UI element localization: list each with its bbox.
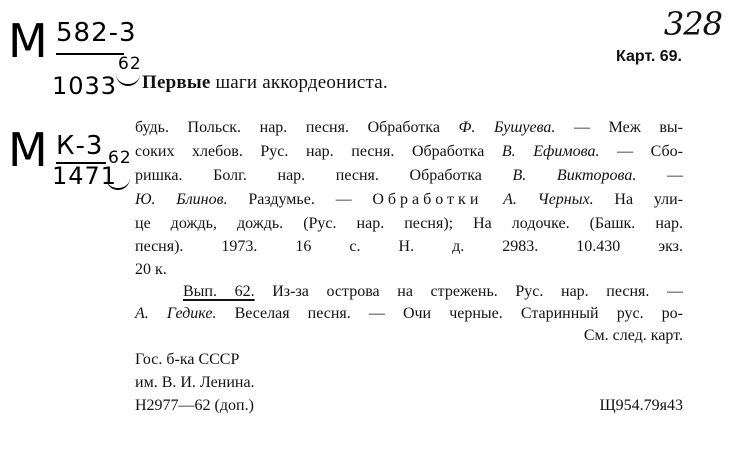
body-text: Раздумье. —	[227, 191, 373, 208]
issue-text: Из-за острова на стрежень. Рус. нар. песня. —	[254, 283, 684, 300]
issue-text: Веселая песня. — Очи черные. Старинный рус. ро-	[216, 305, 684, 322]
card-code: Н2977—62 (доп.)	[135, 397, 254, 414]
issue-line-2	[135, 304, 683, 324]
shelf-superscript-1: 62	[118, 54, 142, 74]
issue-label: Вып. 62.	[183, 283, 255, 300]
body-line-2	[135, 142, 683, 162]
card-label: Карт. 69.	[616, 48, 682, 65]
body-line-7: 20 к.	[135, 261, 167, 278]
body-text: соких хлебов. Рус. нар. песня. Обработка	[135, 143, 502, 160]
shelf-letter-1: М	[8, 14, 49, 68]
body-text: —	[636, 167, 684, 184]
shelf-superscript-2: 62	[108, 148, 132, 168]
shelf-underline-1	[56, 53, 124, 55]
card-title	[142, 72, 388, 94]
classification-code: Щ954.79я43	[599, 397, 683, 414]
issue-italic: А. Гедике.	[135, 305, 217, 322]
shelf-letter-2: М	[8, 123, 49, 177]
shelf-number-top-1: 582-3	[56, 18, 137, 48]
body-italic: А. Черных.	[482, 191, 594, 208]
body-line-3	[135, 166, 683, 186]
body-text: — Сбо-	[599, 143, 683, 160]
title-bold: Первые	[142, 72, 211, 93]
continue-note: См. след. карт.	[583, 327, 683, 344]
body-line-1	[135, 118, 683, 138]
shelf-brace-1	[116, 72, 140, 86]
library-line-2: им. В. И. Ленина.	[135, 374, 255, 391]
body-spaced: Обработки	[372, 191, 483, 208]
issue-line-1	[183, 282, 683, 302]
body-italic: Ю. Блинов.	[135, 191, 228, 208]
card-number-handwritten: 328	[663, 5, 722, 43]
shelf-number-top-2: К-3	[56, 131, 104, 161]
body-line-6: песня). 1973. 16 с. Н. д. 2983. 10.430 экз.	[135, 238, 683, 255]
library-line-1: Гос. б-ка СССР	[135, 351, 240, 368]
shelf-number-bottom-2: 1471	[52, 162, 118, 190]
body-italic: В. Ефимова.	[501, 143, 600, 160]
body-text: ришка. Болг. нар. песня. Обработка	[135, 167, 513, 184]
body-text: — Меж вы-	[555, 119, 684, 136]
body-italic: Ф. Бушуева.	[458, 119, 556, 136]
body-line-4	[135, 190, 683, 210]
body-text: На ули-	[593, 191, 684, 208]
title-rest: шаги аккордеониста.	[210, 72, 388, 93]
body-line-5: це дождь, дождь. (Рус. нар. песня); На лодочке. (Башк. нар.	[135, 215, 683, 232]
shelf-number-bottom-1: 1033	[52, 72, 118, 100]
body-text: будь. Польск. нар. песня. Обработка	[135, 119, 459, 136]
body-italic: В. Викторова.	[512, 167, 637, 184]
